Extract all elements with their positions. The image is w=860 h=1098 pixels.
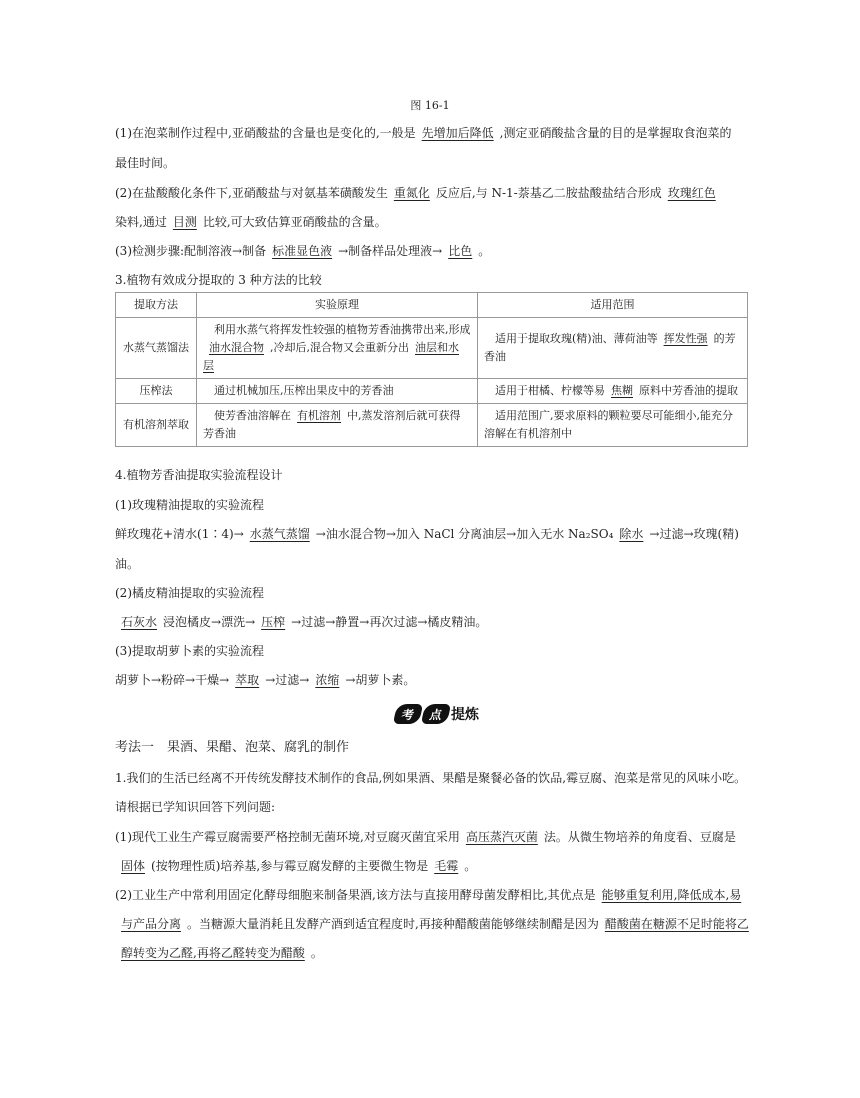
scope-cell: [478, 404, 748, 447]
answer-blank: 浓缩: [315, 673, 340, 687]
answer-blank: 醋酸菌在糖源不足时能将乙: [604, 917, 749, 931]
figure-caption: 图 16-1: [410, 99, 450, 112]
answer-blank: 高压蒸汽灭菌: [465, 830, 538, 844]
subsection-1-title: (1)玫瑰精油提取的实验流程: [115, 498, 264, 512]
text: →过滤→静置→再次过滤→橘皮精油。: [291, 615, 488, 629]
text: →制备样品处理液→: [338, 244, 443, 258]
comparison-table: [115, 292, 748, 447]
badge-char: 考: [393, 704, 423, 724]
answer-blank: 压榨: [261, 615, 286, 629]
text: →油水混合物→加入 NaCl 分离油层→加入无水 Na₂SO₄: [315, 527, 614, 541]
text: 。: [464, 859, 477, 873]
text: (1)在泡菜制作过程中,亚硝酸盐的含量也是变化的,一般是: [115, 126, 416, 140]
text: 适用范围广,要求原料的颗粒要尽可能细小,能充分溶解在有机溶剂中: [484, 409, 733, 440]
text: 鲜玫瑰花+清水(1∶4)→: [115, 527, 244, 541]
paragraph-2: [115, 185, 722, 201]
text: 的芳香油: [484, 332, 736, 363]
answer-blank: 重氮化: [393, 186, 430, 200]
answer-blank: 比色: [448, 244, 473, 258]
answer-blank: 固体: [121, 859, 146, 873]
answer-blank: 目测: [172, 215, 197, 229]
text: →过滤→玫瑰(精): [649, 527, 739, 541]
answer-blank: 水蒸气蒸馏: [249, 527, 310, 541]
heading-3: 3.植物有效成分提取的 3 种方法的比较: [115, 273, 322, 287]
text: 比较,可大致估算亚硝酸盐的含量。: [202, 215, 387, 229]
text: (2)在盐酸酸化条件下,亚硝酸盐与对氨基苯磺酸发生: [115, 186, 388, 200]
text: (按物理性质)培养基,参与霉豆腐发酵的主要微生物是: [151, 859, 429, 873]
text: →过滤→: [265, 673, 310, 687]
paragraph-3: [115, 243, 490, 259]
answer-blank: 石灰水: [121, 615, 158, 629]
text: 适用于提取玫瑰(精)油、薄荷油等: [495, 332, 658, 345]
question-1-part-2-cont2: [115, 945, 323, 961]
text: 适用于柑橘、柠檬等易: [495, 384, 605, 397]
table-row: [116, 318, 748, 379]
answer-blank: 油水混合物: [209, 341, 264, 354]
text: 胡萝卜→粉碎→干燥→: [115, 673, 230, 687]
method-cell: 压榨法: [116, 379, 197, 404]
text: 最佳时间。: [115, 156, 176, 170]
table-header: 适用范围: [478, 293, 748, 318]
badge-char: 点: [421, 704, 451, 724]
answer-blank: 玫瑰红色: [667, 186, 716, 200]
question-1-part-1-cont: [115, 858, 476, 874]
text: 反应后,与 N-1-萘基乙二胺盐酸盐结合形成: [435, 186, 662, 200]
heading-4: 4.植物芳香油提取实验流程设计: [115, 468, 283, 482]
text: 。当糖源大量消耗且发酵产酒到适宜程度时,再接种醋酸菌能够继续制醋是因为: [187, 917, 599, 931]
paragraph-1: [115, 125, 731, 141]
method-title: 考法一 果酒、果醋、泡菜、腐乳的制作: [115, 740, 350, 755]
answer-blank: 除水: [619, 527, 644, 541]
text: 中,蒸发溶剂后就可获得芳香油: [203, 409, 461, 440]
flow-1: [115, 526, 739, 542]
text: 原料中芳香油的提取: [639, 384, 738, 397]
flow-1-cont: 油。: [115, 557, 140, 571]
principle-cell: [197, 318, 478, 379]
question-1-part-2: [115, 887, 747, 903]
flow-2: [115, 614, 487, 630]
text: (1)现代工业生产霉豆腐需要严格控制无菌环境,对豆腐灭菌宜采用: [115, 830, 460, 844]
question-1-part-1: [115, 829, 736, 845]
text: ,冷却后,混合物又会重新分出: [270, 341, 409, 354]
subsection-2-title: (2)橘皮精油提取的实验流程: [115, 586, 264, 600]
text: ,测定亚硝酸盐含量的目的是掌握取食泡菜的: [499, 126, 732, 140]
text: 法。从微生物培养的角度看、豆腐是: [543, 830, 736, 844]
question-1: 1.我们的生活已经离不开传统发酵技术制作的食品,例如果酒、果醋是聚餐必备的饮品,霉豆腐、泡菜是常见的风味小吃。: [115, 771, 747, 785]
text: 。: [478, 244, 491, 258]
flow-3: [115, 672, 415, 688]
badge-text: 提炼: [451, 707, 479, 723]
subsection-3-title: (3)提取胡萝卜素的实验流程: [115, 644, 264, 658]
table-row: [116, 404, 748, 447]
answer-blank: 标准显色液: [272, 244, 333, 258]
text: 利用水蒸气将挥发性较强的植物芳香油携带出来,形成: [214, 323, 471, 336]
table-header: 实验原理: [197, 293, 478, 318]
answer-blank: 能够重复利用,降低成本,易: [601, 888, 742, 902]
paragraph-2-cont: [115, 214, 387, 230]
answer-blank: 先增加后降低: [421, 126, 494, 140]
text: →胡萝卜素。: [345, 673, 416, 687]
text: (3)检测步骤:配制溶液→制备: [115, 244, 267, 258]
text: 浸泡橘皮→漂洗→: [163, 615, 256, 629]
answer-blank: 焦糊: [611, 384, 633, 397]
text: 染料,通过: [115, 215, 167, 229]
answer-blank: 有机溶剂: [297, 409, 341, 422]
method-cell: 水蒸气蒸馏法: [116, 318, 197, 379]
text: 通过机械加压,压榨出果皮中的芳香油: [214, 384, 394, 397]
text: (2)工业生产中常利用固定化酵母细胞来制备果酒,该方法与直接用酵母菌发酵相比,其优点是: [115, 888, 596, 902]
paragraph-1-cont: [115, 155, 175, 171]
section-badge: [395, 703, 479, 725]
answer-blank: 挥发性强: [663, 332, 708, 345]
answer-blank: 与产品分离: [121, 917, 182, 931]
question-1-part-2-cont: [115, 916, 755, 932]
scope-cell: [478, 379, 748, 404]
answer-blank: 毛霉: [434, 859, 459, 873]
answer-blank: 萃取: [235, 673, 260, 687]
answer-blank: 醇转变为乙醛,再将乙醛转变为醋酸: [121, 946, 305, 960]
question-1-prompt: 请根据已学知识回答下列问题:: [115, 800, 276, 814]
text: 。: [310, 946, 323, 960]
text: 使芳香油溶解在: [214, 409, 291, 422]
scope-cell: [478, 318, 748, 379]
principle-cell: [197, 404, 478, 447]
table-row: [116, 379, 748, 404]
principle-cell: [197, 379, 478, 404]
table-header: 提取方法: [116, 293, 197, 318]
method-cell: 有机溶剂萃取: [116, 404, 197, 447]
answer-blank: 油层和水层: [203, 341, 459, 372]
table-header-row: [116, 293, 748, 318]
